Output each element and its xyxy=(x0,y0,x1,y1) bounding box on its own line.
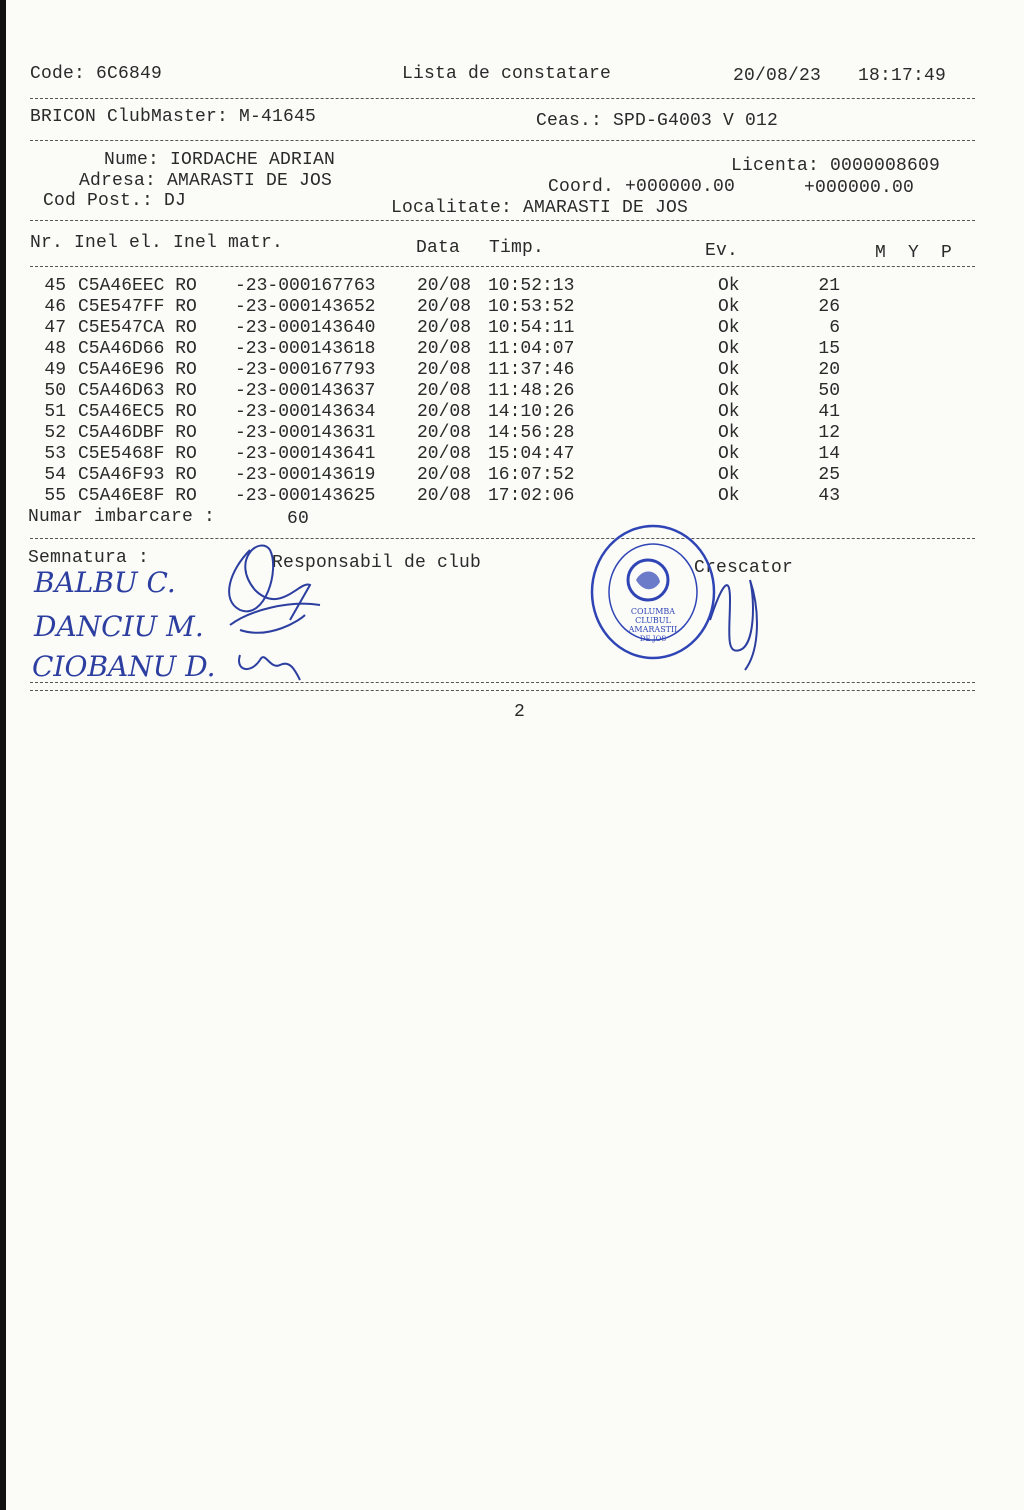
electronic-ring: C5A46E8F RO xyxy=(78,486,197,506)
position-value: 21 xyxy=(818,276,840,296)
event-status: Ok xyxy=(718,360,740,380)
ring-number: -23-000143634 xyxy=(235,402,376,422)
electronic-ring: C5A46D63 RO xyxy=(78,381,197,401)
stamp-center-text: COLUMBA xyxy=(630,607,676,616)
electronic-ring: C5E5468F RO xyxy=(78,444,197,464)
row-number: 50 xyxy=(44,381,66,401)
arrival-date: 20/08 xyxy=(417,465,472,485)
table-header-ev: Ev. xyxy=(705,241,739,261)
ring-number: -23-000143640 xyxy=(235,318,376,338)
table-header-time: Timp. xyxy=(489,238,545,258)
ring-number: -23-000143637 xyxy=(235,381,376,401)
table-row xyxy=(30,381,970,402)
electronic-ring: C5A46E96 RO xyxy=(78,360,197,380)
arrival-date: 20/08 xyxy=(417,444,472,464)
code-label: Code: 6C6849 xyxy=(30,64,163,84)
boarding-value: 60 xyxy=(287,509,310,529)
arrival-date: 20/08 xyxy=(417,486,472,506)
page-number: 2 xyxy=(514,702,526,722)
position-value: 26 xyxy=(818,297,840,317)
table-row xyxy=(30,465,970,486)
license-number: Licenta: 0000008609 xyxy=(731,156,941,176)
arrival-time: 10:52:13 xyxy=(488,276,575,296)
ring-number: -23-000143618 xyxy=(235,339,376,359)
owner-name: Nume: IORDACHE ADRIAN xyxy=(104,150,336,170)
row-number: 48 xyxy=(44,339,66,359)
event-status: Ok xyxy=(718,381,740,401)
signature-scribble xyxy=(210,530,350,700)
table-row xyxy=(30,318,970,339)
arrival-time: 10:53:52 xyxy=(488,297,575,317)
arrival-time: 17:02:06 xyxy=(488,486,575,506)
page-edge xyxy=(0,0,6,1510)
event-status: Ok xyxy=(718,318,740,338)
arrival-date: 20/08 xyxy=(417,297,472,317)
ring-number: -23-000143652 xyxy=(235,297,376,317)
event-status: Ok xyxy=(718,276,740,296)
position-value: 41 xyxy=(818,402,840,422)
divider xyxy=(30,682,975,683)
event-status: Ok xyxy=(718,465,740,485)
handwritten-signature: DANCIU M. xyxy=(34,610,204,643)
club-master: BRICON ClubMaster: M-41645 xyxy=(30,107,317,127)
row-number: 45 xyxy=(44,276,66,296)
row-number: 47 xyxy=(44,318,66,338)
row-number: 52 xyxy=(44,423,66,443)
position-value: 15 xyxy=(818,339,840,359)
position-value: 20 xyxy=(818,360,840,380)
arrival-date: 20/08 xyxy=(417,339,472,359)
arrival-time: 15:04:47 xyxy=(488,444,575,464)
owner-address: Adresa: AMARASTI DE JOS xyxy=(79,171,333,191)
divider xyxy=(30,690,975,691)
owner-postal-code: Cod Post.: DJ xyxy=(43,191,187,211)
arrival-date: 20/08 xyxy=(417,276,472,296)
electronic-ring: C5A46DBF RO xyxy=(78,423,197,443)
table-row xyxy=(30,360,970,381)
row-number: 49 xyxy=(44,360,66,380)
table-row xyxy=(30,423,970,444)
electronic-ring: C5E547CA RO xyxy=(78,318,197,338)
breeder-label: Crescator xyxy=(694,558,794,578)
event-status: Ok xyxy=(718,444,740,464)
position-value: 12 xyxy=(818,423,840,443)
ring-number: -23-000167793 xyxy=(235,360,376,380)
electronic-ring: C5A46D66 RO xyxy=(78,339,197,359)
row-number: 54 xyxy=(44,465,66,485)
coord-lat: Coord. +000000.00 xyxy=(548,177,736,197)
boarding-label: Numar imbarcare : xyxy=(28,507,216,527)
row-number: 55 xyxy=(44,486,66,506)
club-responsible-label: Responsabil de club xyxy=(272,553,482,573)
arrival-time: 16:07:52 xyxy=(488,465,575,485)
position-value: 25 xyxy=(818,465,840,485)
table-row xyxy=(30,339,970,360)
position-value: 50 xyxy=(818,381,840,401)
arrival-time: 14:10:26 xyxy=(488,402,575,422)
locality: Localitate: AMARASTI DE JOS xyxy=(391,198,689,218)
arrival-time: 11:48:26 xyxy=(488,381,575,401)
header-date: 20/08/23 xyxy=(733,66,822,86)
arrival-time: 10:54:11 xyxy=(488,318,575,338)
position-value: 6 xyxy=(829,318,840,338)
coord-lon: +000000.00 xyxy=(804,178,915,198)
stamp-center-text: DE JOS xyxy=(639,635,667,643)
ring-number: -23-000143641 xyxy=(235,444,376,464)
row-number: 46 xyxy=(44,297,66,317)
electronic-ring: C5A46EEC RO xyxy=(78,276,197,296)
table-header-date: Data xyxy=(416,238,461,258)
table-row xyxy=(30,297,970,318)
ring-number: -23-000143631 xyxy=(235,423,376,443)
arrival-date: 20/08 xyxy=(417,423,472,443)
event-status: Ok xyxy=(718,339,740,359)
stamp-center-text: AMARASTII xyxy=(628,625,678,634)
arrival-time: 11:04:07 xyxy=(488,339,575,359)
table-header-rings: Nr. Inel el. Inel matr. xyxy=(30,233,284,253)
club-stamp xyxy=(588,522,718,662)
document-title: Lista de constatare xyxy=(402,64,612,84)
arrival-time: 11:37:46 xyxy=(488,360,575,380)
ring-number: -23-000143619 xyxy=(235,465,376,485)
position-value: 43 xyxy=(818,486,840,506)
divider xyxy=(30,538,975,539)
clock-model: Ceas.: SPD-G4003 V 012 xyxy=(536,111,779,131)
electronic-ring: C5A46EC5 RO xyxy=(78,402,197,422)
ring-number: -23-000167763 xyxy=(235,276,376,296)
header-time: 18:17:49 xyxy=(858,66,947,86)
divider xyxy=(30,220,975,221)
stamp-center-text: CLUBUL xyxy=(635,616,671,625)
arrival-date: 20/08 xyxy=(417,381,472,401)
event-status: Ok xyxy=(718,423,740,443)
table-header-myp: M Y P xyxy=(875,243,953,263)
ring-number: -23-000143625 xyxy=(235,486,376,506)
divider xyxy=(30,266,975,267)
table-row xyxy=(30,444,970,465)
position-value: 14 xyxy=(818,444,840,464)
arrival-date: 20/08 xyxy=(417,318,472,338)
event-status: Ok xyxy=(718,297,740,317)
table-row xyxy=(30,486,970,507)
row-number: 53 xyxy=(44,444,66,464)
arrival-date: 20/08 xyxy=(417,360,472,380)
divider xyxy=(30,98,975,99)
arrival-time: 14:56:28 xyxy=(488,423,575,443)
handwritten-signature: BALBU C. xyxy=(34,566,176,599)
table-row xyxy=(30,276,970,297)
electronic-ring: C5E547FF RO xyxy=(78,297,197,317)
signature-label: Semnatura : xyxy=(28,548,150,568)
arrival-date: 20/08 xyxy=(417,402,472,422)
handwritten-signature: CIOBANU D. xyxy=(32,650,216,683)
event-status: Ok xyxy=(718,402,740,422)
table-row xyxy=(30,402,970,423)
divider xyxy=(30,140,975,141)
row-number: 51 xyxy=(44,402,66,422)
electronic-ring: C5A46F93 RO xyxy=(78,465,197,485)
event-status: Ok xyxy=(718,486,740,506)
